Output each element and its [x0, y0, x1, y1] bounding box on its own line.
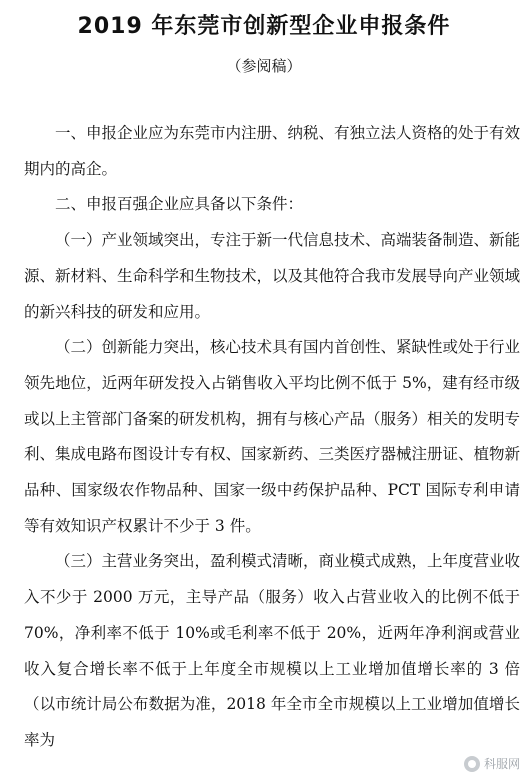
watermark-text: 科服网: [483, 757, 520, 771]
document-title: 2019 年东莞市创新型企业申报条件: [77, 14, 451, 39]
paragraph-2: 二、申报百强企业应具备以下条件：: [55, 195, 304, 214]
paragraph-3: （一）产业领域突出，专注于新一代信息技术、高端装备制造、新能源、新材料、生命科学和生物技术，以及其他符合我市发展导向产业领域的新兴科技的研发和应用。: [24, 231, 521, 321]
paragraph-1: 一、申报企业应为东莞市内注册、纳税、有独立法人资格的处于有效期内的高企。: [24, 124, 521, 178]
wechat-logo-icon: [464, 756, 480, 772]
paragraph-4: （二）创新能力突出，核心技术具有国内首创性、紧缺性或处于行业领先地位，近两年研发投入占销售收入平均比例不低于 5%，建有经市级或以上主管部门备案的研发机构，拥有与核心产品（服务）相关的发明专利、集成电路布图设计专有权、国家新药、三类医疗器械注册证、植物新品种、国家级农作物品种、国家一级中药保护品种、PCT 国际专利申请等有效知识产权累计不少于 3 件。: [24, 338, 521, 535]
document-subtitle: （参阅稿）: [226, 57, 302, 75]
paragraph-5: （三）主营业务突出，盈利模式清晰，商业模式成熟，上年度营业收入不少于 2000 万元，主导产品（服务）收入占营业收入的比例不低于 70%，净利率不低于 10%或毛利率不低于 20%，近两年净利润或营业收入复合增长率不低于上年度全市规模以上工业增加值增长率的 3 倍（以市统计局公布数据为准，2018 年全市全市规模以上工业增加值增长率为: [24, 552, 521, 749]
watermark: [464, 755, 520, 772]
document-body: [24, 116, 520, 759]
